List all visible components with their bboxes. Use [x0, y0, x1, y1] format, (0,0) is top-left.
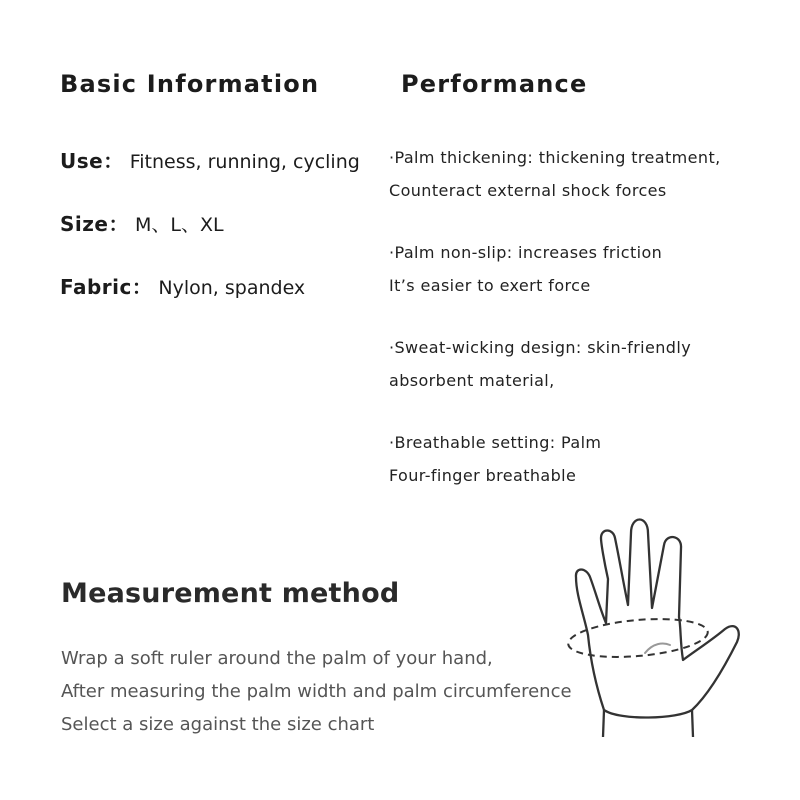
measurement-instructions — [61, 642, 572, 741]
performance-item-line1: ·Palm non-slip: increases friction — [389, 243, 663, 262]
performance-item-line1: ·Palm thickening: thickening treatment, — [389, 148, 721, 167]
spec-fabric-label: Fabric： — [60, 275, 153, 299]
measurement-line: After measuring the palm width and palm circumference — [61, 681, 572, 702]
performance-item-line2: absorbent material, — [389, 371, 555, 390]
hand-measurement-icon — [560, 505, 750, 740]
spec-use-value: Fitness, running, cycling — [129, 151, 360, 173]
performance-item — [389, 331, 691, 397]
performance-item-line1: ·Breathable setting: Palm — [389, 433, 602, 452]
wrist-line-left — [603, 710, 604, 737]
performance-item-line2: It’s easier to exert force — [389, 276, 591, 295]
spec-fabric — [60, 271, 305, 300]
measurement-line: Select a size against the size chart — [61, 714, 375, 735]
performance-item-line1: ·Sweat-wicking design: skin-friendly — [389, 338, 692, 357]
spec-use — [60, 145, 360, 174]
performance-item — [389, 236, 662, 302]
spec-fabric-value: Nylon, spandex — [158, 277, 306, 299]
spec-size-label: Size： — [60, 212, 129, 236]
spec-use-label: Use： — [60, 149, 124, 173]
performance-item-line2: Counteract external shock forces — [389, 181, 667, 200]
spec-size — [60, 208, 224, 237]
performance-item-line2: Four-finger breathable — [389, 466, 577, 485]
measurement-line: Wrap a soft ruler around the palm of your hand, — [61, 648, 493, 669]
measurement-heading: Measurement method — [61, 578, 400, 609]
wrist-line-right — [692, 710, 693, 737]
basic-info-heading: Basic Information — [60, 70, 320, 98]
spec-size-value: M、L、XL — [134, 214, 224, 236]
performance-heading: Performance — [401, 70, 588, 98]
performance-item — [389, 141, 721, 207]
performance-item — [389, 426, 601, 492]
